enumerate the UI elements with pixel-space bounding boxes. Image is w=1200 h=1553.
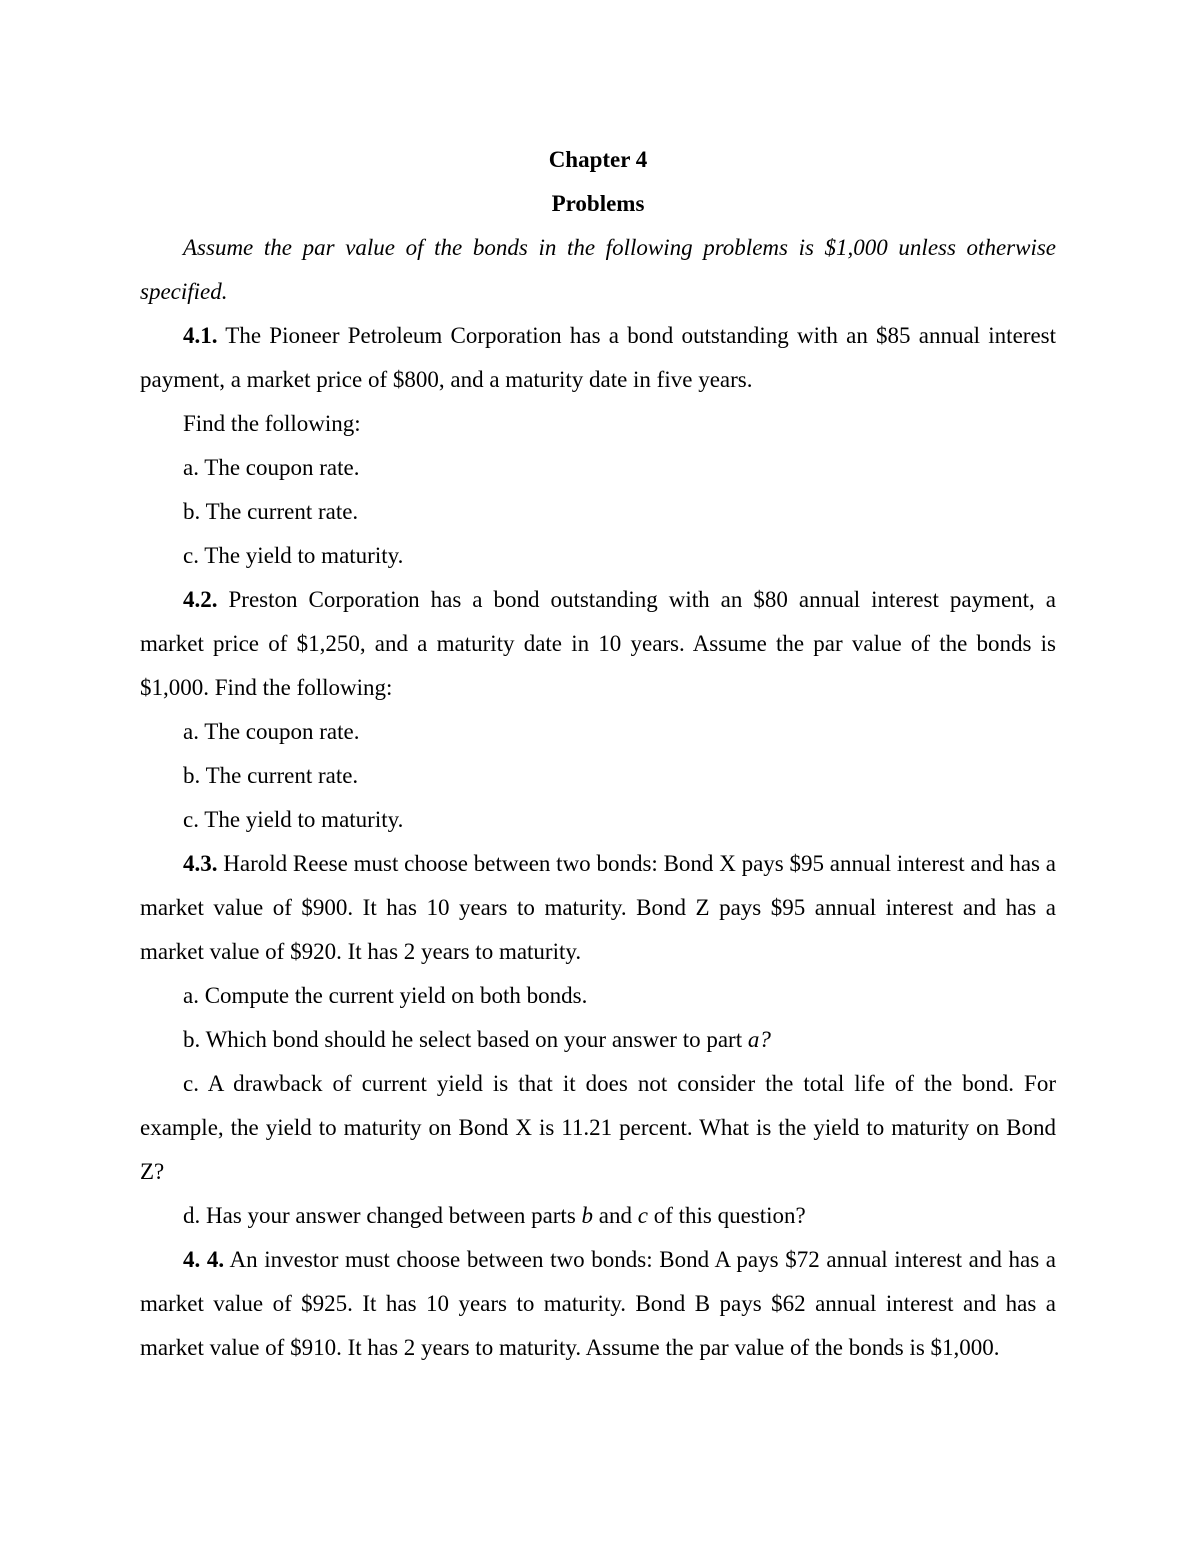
section-title: Problems [551,191,645,216]
document-page [140,138,1056,1370]
problem-number: 4. 4. [183,1247,225,1272]
problem-text: The Pioneer Petroleum Corporation has a bond outstanding with an $85 annual interest payment, a market price of $800, and a maturity date in five years. [140,323,1056,392]
problem-text: Harold Reese must choose between two bonds: Bond X pays $95 annual interest and has a market value of $900. It has 10 years to maturity. Bond Z pays $95 annual interest and has a market value of $920. It has 2 years to maturity. [140,851,1056,964]
problem-number: 4.1. [183,323,218,348]
problem-4-3-part-c: c. A drawback of current yield is that it does not consider the total life of the bond. For example, the yield to maturity on Bond X is 11.21 percent. What is the yield to maturity on Bond Z? [140,1071,1056,1184]
problem-number: 4.2. [183,587,218,612]
problem-4-1-lead: Find the following: [183,411,361,436]
problem-4-2-part-a: a. The coupon rate. [183,719,360,744]
part-ref: c [637,1203,648,1228]
problem-4-3-part-d [140,1194,1056,1238]
problem-4-3-part-a: a. Compute the current yield on both bonds. [183,983,588,1008]
part-ref: a? [747,1027,771,1052]
part-text: of this question? [647,1203,806,1228]
part-text: and [593,1203,638,1228]
problem-text: Preston Corporation has a bond outstanding with an $80 annual interest payment, a market price of $1,250, and a maturity date in 10 years. Assume the par value of the bonds is $1,000. Find the following: [140,587,1056,700]
problem-4-2-part-c: c. The yield to maturity. [183,807,404,832]
part-text: d. Has your answer changed between parts [183,1203,582,1228]
problem-4-3 [140,842,1056,974]
problem-text: An investor must choose between two bonds: Bond A pays $72 annual interest and has a market value of $925. It has 10 years to maturity. Bond B pays $62 annual interest and has a market value of $910. It has 2 years to maturity. Assume the par value of the bonds is $1,000. [140,1247,1056,1360]
problem-4-3-part-b [140,1018,1056,1062]
chapter-title: Chapter 4 [548,147,648,172]
problem-4-1 [140,314,1056,402]
problem-4-1-part-a: a. The coupon rate. [183,455,360,480]
problem-4-2-part-b: b. The current rate. [183,763,359,788]
problem-4-1-part-c: c. The yield to maturity. [183,543,404,568]
part-ref: b [581,1203,594,1228]
problem-number: 4.3. [183,851,218,876]
part-text: b. Which bond should he select based on your answer to part [183,1027,748,1052]
problem-4-4 [140,1238,1056,1370]
problem-4-2 [140,578,1056,710]
problem-4-1-part-b: b. The current rate. [183,499,359,524]
intro-note: Assume the par value of the bonds in the following problems is $1,000 unless otherwise specified. [140,235,1056,304]
